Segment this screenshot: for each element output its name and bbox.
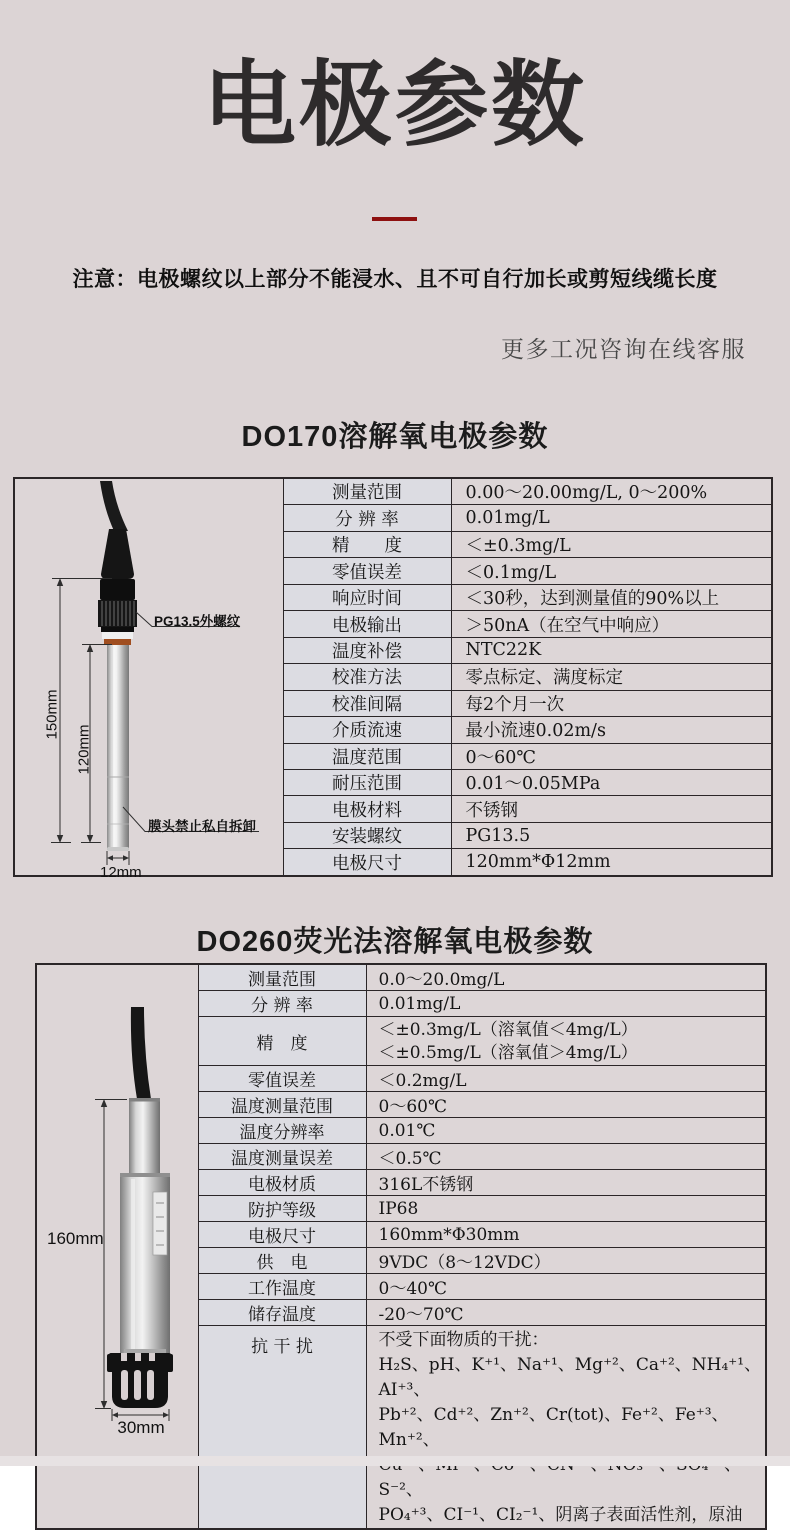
protective-cage xyxy=(107,1353,173,1408)
dimension-label-12mm: 12mm xyxy=(100,864,142,881)
spec-label-cell: 测量范围 xyxy=(283,478,451,505)
spec-label-cell: 温度分辨率 xyxy=(198,1118,366,1144)
spec-value-line: Pb⁺²、Cd⁺²、Zn⁺²、Cr(tot)、Fe⁺²、Fe⁺³、Mn⁺²、 xyxy=(378,1405,729,1450)
spec-label-cell: 储存温度 xyxy=(198,1300,366,1326)
spec-value-cell: PG13.5 xyxy=(451,822,772,848)
membrane-tip xyxy=(107,847,129,851)
spec-value-cell: NTC22K xyxy=(451,637,772,663)
customer-service-hint: 更多工况咨询在线客服 xyxy=(501,336,746,362)
spec-label-cell: 耐压范围 xyxy=(283,770,451,796)
spec-label-cell: 零值误差 xyxy=(283,558,451,584)
membrane-warning-label: 膜头禁止私自拆卸 xyxy=(148,819,256,834)
spec-value-line: ＜±0.5mg/L（溶氧值＞4mg/L） xyxy=(378,1043,638,1063)
steel-shaft xyxy=(107,645,129,850)
spec-value-cell: 0.01mg/L xyxy=(366,991,766,1017)
warning-note: 注意：电极螺纹以上部分不能浸水、且不可自行加长或剪短线缆长度 xyxy=(72,268,718,291)
spec-label-cell: 电极输出 xyxy=(283,611,451,637)
spec-label-cell: 响应时间 xyxy=(283,584,451,610)
spec-value-cell: ＜0.1mg/L xyxy=(451,558,772,584)
do260-electrode-figure-cell xyxy=(36,964,198,1529)
section-title-do170: DO170溶解氧电极参数 xyxy=(241,421,549,453)
cable-boot xyxy=(101,529,134,579)
title-divider-dash xyxy=(372,217,417,221)
spec-label-cell: 温度补偿 xyxy=(283,637,451,663)
spec-value-line: ＜±0.3mg/L（溶氧值＜4mg/L） xyxy=(378,1020,638,1040)
spec-value-cell: 0～60℃ xyxy=(366,1092,766,1118)
spec-label-cell: 电极材料 xyxy=(283,796,451,822)
spec-value-cell: 9VDC（8～12VDC） xyxy=(366,1248,766,1274)
spec-value-cell: 最小流速0.02m/s xyxy=(451,717,772,743)
spec-value-cell: 160mm*Φ30mm xyxy=(366,1222,766,1248)
spec-value-line: PO₄⁺³、CI⁻¹、CI₂⁻¹、阴离子表面活性剂，原油 xyxy=(378,1505,743,1525)
spec-label-cell: 供 电 xyxy=(198,1248,366,1274)
cable xyxy=(100,481,128,531)
page-title: 电极参数 xyxy=(203,53,587,157)
spec-value-cell: 不锈钢 xyxy=(451,796,772,822)
spec-label-cell: 温度范围 xyxy=(283,743,451,769)
spec-label-cell: 介质流速 xyxy=(283,717,451,743)
shoulder-seam xyxy=(120,1173,170,1177)
spec-value-cell: ＜±0.3mg/L xyxy=(451,531,772,557)
do260-spec-table xyxy=(35,963,767,1530)
do170-electrode-diagram xyxy=(15,479,283,881)
table-row xyxy=(36,964,766,991)
spec-value-cell: 0.01～0.05MPa xyxy=(451,770,772,796)
spec-value-cell: IP68 xyxy=(366,1196,766,1222)
top-cylinder xyxy=(129,1098,160,1174)
spec-value-cell: 0.01mg/L xyxy=(451,505,772,531)
collar xyxy=(101,627,134,632)
spec-label-cell: 电极材质 xyxy=(198,1170,366,1196)
spec-label-cell: 防护等级 xyxy=(198,1196,366,1222)
spec-value-cell: 0～40℃ xyxy=(366,1274,766,1300)
dimension-label-30mm: 30mm xyxy=(117,1418,165,1437)
connector-cap xyxy=(100,579,135,600)
dimension-label-150mm: 150mm xyxy=(43,689,61,740)
spec-label-cell: 分 辨 率 xyxy=(198,991,366,1017)
thread-callout-label: PG13.5外螺纹 xyxy=(154,614,241,629)
spec-label-cell: 校准方法 xyxy=(283,664,451,690)
spec-value-line: S⁻²、 xyxy=(378,1480,423,1500)
do170-spec-table xyxy=(13,477,773,881)
page-bottom-strip xyxy=(0,1456,790,1466)
spec-value-cell xyxy=(366,1017,766,1066)
spec-label-cell: 校准间隔 xyxy=(283,690,451,716)
spec-value-cell: -20～70℃ xyxy=(366,1300,766,1326)
body-highlight xyxy=(131,1179,135,1351)
section-title-do260: DO260荧光法溶解氧电极参数 xyxy=(196,926,594,958)
top-cylinder-edge xyxy=(129,1098,160,1102)
spec-label-cell: 工作温度 xyxy=(198,1274,366,1300)
spec-value-cell: 0.00～20.00mg/L, 0～200% xyxy=(451,478,772,505)
spec-value-cell: 零点标定、满度标定 xyxy=(451,664,772,690)
spec-value-cell: 0.0～20.0mg/L xyxy=(366,964,766,991)
spec-value-cell: ＜0.2mg/L xyxy=(366,1066,766,1092)
spec-value-cell: ＞50nA（在空气中响应） xyxy=(451,611,772,637)
table-row xyxy=(14,478,772,505)
do170-electrode-figure-cell xyxy=(14,478,283,881)
spec-label-cell: 测量范围 xyxy=(198,964,366,991)
spec-label-cell: 安装螺纹 xyxy=(283,822,451,848)
spec-value-cell: 0.01℃ xyxy=(366,1118,766,1144)
spec-value-line: H₂S、pH、K⁺¹、Na⁺¹、Mg⁺²、Ca⁺²、NH₄⁺¹、AI⁺³、 xyxy=(378,1355,762,1400)
spec-label-cell: 零值误差 xyxy=(198,1066,366,1092)
spec-label-cell: 分 辨 率 xyxy=(283,505,451,531)
spec-label-cell: 温度测量误差 xyxy=(198,1144,366,1170)
spec-value-cell: 120mm*Φ12mm xyxy=(451,849,772,876)
spec-value-cell: ＜30秒，达到测量值的90%以上 xyxy=(451,584,772,610)
spec-value-cell: 每2个月一次 xyxy=(451,690,772,716)
spec-value-cell xyxy=(366,1326,766,1530)
spec-label-cell: 精 度 xyxy=(283,531,451,557)
spec-value-line: 不受下面物质的干扰： xyxy=(378,1330,549,1350)
spec-label-cell: 抗 干 扰 xyxy=(198,1326,366,1530)
do260-electrode-diagram xyxy=(37,965,198,1528)
white-ring xyxy=(102,632,133,639)
do260-electrode-illustration xyxy=(37,965,199,1451)
spec-label-cell: 精 度 xyxy=(198,1017,366,1066)
dimension-label-120mm: 120mm xyxy=(75,724,93,775)
spec-value-cell: 0～60℃ xyxy=(451,743,772,769)
shaft-highlight xyxy=(113,645,116,850)
spec-label-cell: 电极尺寸 xyxy=(283,849,451,876)
spec-value-cell: 316L不锈钢 xyxy=(366,1170,766,1196)
spec-label-cell: 温度测量范围 xyxy=(198,1092,366,1118)
spec-label-cell: 电极尺寸 xyxy=(198,1222,366,1248)
dimension-label-160mm: 160mm xyxy=(47,1229,104,1248)
body-sticker xyxy=(153,1192,167,1255)
cable xyxy=(131,1007,151,1099)
spec-value-cell: ＜0.5℃ xyxy=(366,1144,766,1170)
